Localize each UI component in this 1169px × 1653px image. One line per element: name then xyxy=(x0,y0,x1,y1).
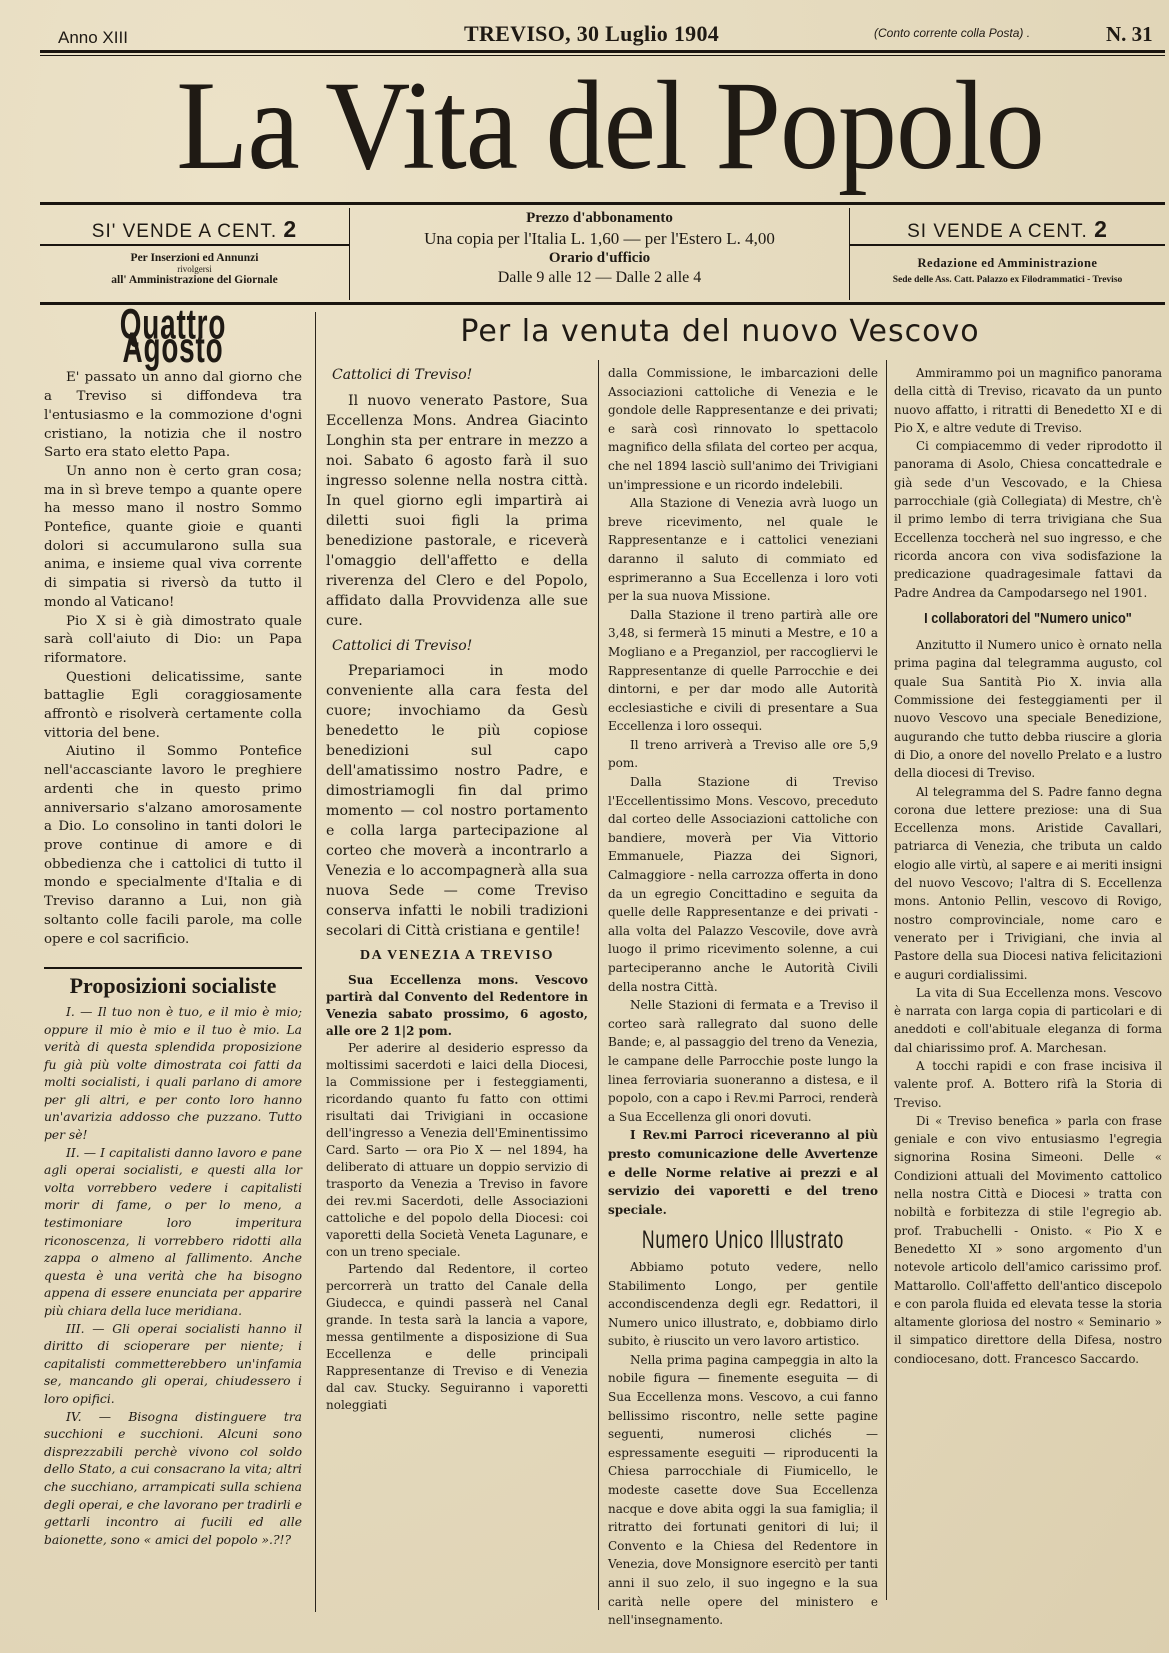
price-value: 2 xyxy=(283,216,298,242)
info-bar xyxy=(40,208,1165,300)
paragraph: Nella prima pagina campeggia in alto la nobile figura — finemente eseguita — di Sua Eccellenza mons. Vescovo, a cui fanno bellissimo riscontro, nelle sette pagine seguenti, numerosi clichés — espressamente eseguiti — riproducenti la Chiesa parrocchiale di Fiumicello, le modeste casette dove Sua Eccellenza nacque e dove abita oggi la sua famiglia; il ritratto dei fortunati genitori di lui; il Convento e la Chiesa del Redentore in Venezia, dove Monsignore esercitò per tanti anni il suo zelo, il suo ingegno e la sua carità nelle opere del ministero e nell'insegnamento. xyxy=(608,1352,878,1628)
price-label: SI' VENDE A CENT. xyxy=(91,221,278,242)
paragraph: Un anno non è certo gran cosa; ma in sì breve tempo a quante opere ha messo mano il nostro Sommo Pontefice, quante gioie e quanti dolori si accumularono sulla sua anima, e insieme qual viva corrente di simpatia si riversò da tutto il mondo al Vaticano! xyxy=(44,463,302,610)
headline-proposizioni: Proposizioni socialiste xyxy=(69,973,277,999)
paragraph: Il treno arriverà a Treviso alle ore 5,9 pom. xyxy=(608,737,878,771)
paragraph: Il nuovo venerato Pastore, Sua Eccellenza Mons. Andrea Giacinto Longhin sta per entrare in mezzo a noi. Sabato 6 agosto farà il suo ingresso solenne nella nostra città. In quel giorno egli impartirà ai diletti suoi figli la prima benedizione pastorale, e riceverà l'omaggio dell'affetto e della riverenza del Clero e del Popolo, affidato dalla Provvidenza alle sue cure. xyxy=(326,392,588,629)
masthead-bottom-rule xyxy=(40,202,1165,205)
proposition: I. — Il tuo non è tuo, e il mio è mio; oppure il mio è mio e il tuo è mio. La verità di questa splendida proposizione fu già più volte dimostrata coi fatti da molti socialisti, i quali parlano di amore per gli altri, e per conto loro hanno un'avarizia addosso che puzzano. Tutto per sè! xyxy=(44,1004,302,1143)
office-hours: Dalle 9 alle 12 — Dalle 2 alle 4 xyxy=(497,269,702,286)
paragraph: Al telegramma del S. Padre fanno degna corona due lettere preziose: una di Sua Eccellenza mons. Aristide Cavallari, patriarca di Venezia, che tributa un caldo elogio alle virtù, al sapere e ai meriti insigni del nuovo Vescovo; l'altra di S. Eccellenza mons. Antonio Pellin, vescovo di Rovigo, nostro comprovinciale, nome caro e venerato per i Trivigiani, che invia al Pastore della sua Diocesi nativa felicitazioni e auguri cordialissimi. xyxy=(894,784,1162,982)
paragraph: Per aderire al desiderio espresso da moltissimi sacerdoti e laici della Diocesi, la Commissione per i festeggiamenti, ricordando quanto fu fatto con ottimi risultati dai Trivigiani in occasione dell'ingresso a Venezia dell'Eminentissimo Card. Sarto — ora Pio X — nel 1894, ha deliberato di attuare un doppio servizio di trasporto da Venezia a Treviso in favore dei rev.mi Sacerdoti, delle Associazioni cattoliche e del popolo della Diocesi: coi vaporetti della Società Veneta Lagunare, e con un treno speciale. xyxy=(326,1041,588,1260)
column-3 xyxy=(608,364,878,1628)
editorial-office: Redazione ed Amministrazione xyxy=(917,256,1098,270)
paragraph: Partendo dal Redentore, il corteo percorrerà un tratto del Canale della Giudecca, e quindi passerà nel Canal grande. In testa sarà la lancia a vapore, messa gentilmente a disposizione di Sua Eccellenza e delle principali Rappresentanze di Treviso e di Venezia dal cav. Stucky. Seguiranno i vaporetti noleggiati xyxy=(326,1262,588,1413)
subscription-heading: Prezzo d'abbonamento xyxy=(526,210,673,226)
issue-number: N. 31 xyxy=(1106,22,1153,46)
paragraph: Anzitutto il Numero unico è ornato nella prima pagina dal telegramma augusto, col quale Sua Santità Pio X. invia alla Commissione dei festeggiamenti per il nuovo Vescovo una speciale Benedizione, augurando che tutto debba riuscire a gloria di Dio, a onore del novello Prelato e a lustro della diocesi di Treviso. xyxy=(894,638,1162,781)
dateline: TREVISO, 30 Luglio 1904 xyxy=(464,21,720,46)
headline-numero-unico: Numero Unico Illustrato xyxy=(641,1225,845,1255)
paragraph: Prepariamoci in modo conveniente alla cara festa del cuore; invochiamo da Gesù benedetto le più copiose benedizioni sul capo dell'amatissimo nostro Padre, e dimostriamogli fin dal primo momento — col nostro portamento e colla larga partecipazione al corteo che moverà a incontrarlo a Venezia e lo accompagnerà alla sua nuova Sede — come Treviso conserva infatti le nobili tradizioni secolari di Città cristiana e gentile! xyxy=(326,663,588,940)
office-hours-heading: Orario d'ufficio xyxy=(548,250,651,266)
editorial-address: Sede delle Ass. Catt. Palazzo ex Filodrammatici - Treviso xyxy=(892,275,1123,285)
paragraph: La vita di Sua Eccellenza mons. Vescovo è narrata con larga copia di particolari e di aneddoti e coll'abituale eleganza di forma dal chiarissimo prof. A. Marchesan. xyxy=(894,985,1162,1055)
paragraph: Dalla Stazione di Treviso l'Eccellentissimo Mons. Vescovo, preceduto dal corteo delle Associazioni cattoliche con bandiere, moverà per Via Vittorio Emmanuele, Piazza dei Signori, Calmaggiore - nella carrozza offerta in dono da un egregio Concittadino e seguita da quelle delle Rappresentanze e dei privati - alla volta del Palazzo Vescovile, dove avrà luogo il primo ricevimento solenne, a cui parteciperanno anche le Autorità Civili della nostra Città. xyxy=(608,775,878,994)
paragraph: Alla Stazione di Venezia avrà luogo un breve ricevimento, nel quale le Rappresentanze e i cattolici veneziani daranno il saluto di commiato ed esprimeranno a Sua Eccellenza i loro voti per la sua nuova Missione. xyxy=(608,496,878,604)
price-label: SI VENDE A CENT. xyxy=(907,221,1088,242)
paragraph: Di « Treviso benefica » parla con frase geniale e con vivo entusiasmo l'egregia signorina Rosina Simeoni. Delle « Condizioni attuali del Movimento cattolico nella nostra Città e Diocesi » tratta con nobiltà e forbitezza di stile l'egregio ab. prof. Trabuchelli - Onisto. « Pio X e Benedetto XI » sono argomento d'un notevole articolo dell'amico carissimo prof. Mattarollo. Coll'affetto dell'antico discepolo e con parola fluida ed elevata tesse la storia altamente gloriosa del nostro « Seminario » il simpatico direttore della Difesa, nostro condiocesano, dott. Francesco Saccardo. xyxy=(894,1113,1162,1366)
column-4 xyxy=(894,364,1162,1368)
column-1 xyxy=(44,300,302,1549)
column-divider xyxy=(598,360,599,1610)
paragraph: Pio X si è già dimostrato quale sarà coll'aiuto di Dio: un Papa riformatore. xyxy=(44,613,302,666)
ads-line-1: Per Inserzioni ed Annunzi xyxy=(130,252,259,264)
ads-line-3: all' Amministrazione del Giornale xyxy=(111,274,278,286)
price-notice-right xyxy=(850,208,1165,246)
volume-year: Anno XIII xyxy=(58,28,128,47)
paragraph: Ammirammo poi un magnifico panorama della città di Treviso, ricavato da un punto nuovo affatto, i ritratti di Benedetto XI e di Pio X, e altre vedute di Treviso. xyxy=(894,366,1162,435)
salutation: Cattolici di Treviso! xyxy=(332,367,473,383)
headline-quattro-agosto: Quattro Agosto xyxy=(119,300,227,372)
column-divider xyxy=(886,360,887,1600)
proposition: II. — I capitalisti danno lavoro e pane agli operai socialisti, e questi alla lor volta vorrebbero vedere i capitalisti morir di fame, o per lo meno, a testimoniare loro imperitura riconoscenza, li vorrebbero ridotti alla zappa o almeno al fallimento. Anche questa è una verità che ha bisogno appena di essere enunciata per apparire più chiara della luce meridiana. xyxy=(44,1145,302,1318)
paragraph: I Rev.mi Parroci riceveranno al più presto comunicazione delle Avvertenze e delle Norme relative ai prezzi e al servizio dei vaporetti e del treno speciale. xyxy=(608,1128,878,1217)
salutation: Cattolici di Treviso! xyxy=(332,637,473,654)
proposition: III. — Gli operai socialisti hanno il diritto di scioperare per niente; i capitalisti commetterebbero un'infamia se, mancando gli operai, chiudessero i loro opifici. xyxy=(44,1321,302,1406)
paragraph: dalla Commissione, le imbarcazioni delle Associazioni cattoliche di Venezia e le gondole delle Rappresentanze e dei privati; e sarà così rinnovato lo spettacolo magnifico della sfilata del corteo per acqua, che nel 1894 lasciò sull'animo dei Trivigiani un'impressione e un ricordo indelebili. xyxy=(608,366,878,492)
paragraph: Questioni delicatissime, sante battaglie Egli coraggiosamente affrontò e risolverà certamente colla vittoria del bene. xyxy=(44,669,302,741)
paragraph: Nelle Stazioni di fermata e a Treviso il corteo sarà rallegrato dal suono delle Bande; e, al passaggio del treno da Venezia, le campane delle Parrocchie poste lungo la linea ferroviaria suoneranno a distesa, e il popolo, con a capo i Rev.mi Parroci, renderà a Sua Eccellenza gli onori dovuti. xyxy=(608,998,878,1124)
masthead-top-rule xyxy=(40,50,1165,53)
article-separator xyxy=(44,967,302,969)
paragraph: Ci compiacemmo di veder riprodotto il panorama di Asolo, Chiesa concattedrale e già sede d'un Vescovado, e la Chiesa parrocchiale (già Collegiata) di Mestre, ch'è il primo lembo di terra trivigiana che Sua Eccellenza toccherà nel suo ingresso, e che ricorda ancora con viva sodisfazione la predicazione quadragesimale fattavi da Padre Andrea da Campodarsego nel 1901. xyxy=(894,439,1162,600)
subscription-prices: Una copia per l'Italia L. 1,60 — per l'Estero L. 4,00 xyxy=(424,229,775,248)
headline-collaboratori: I collaboratori del "Numero unico" xyxy=(924,609,1132,627)
info-box-right xyxy=(850,208,1165,300)
price-notice-left xyxy=(40,208,349,246)
paragraph: Dalla Stazione il treno partirà alle ore 3,48, si fermerà 15 minuti a Mestre, e 10 a Mogliano e a Preganziol, per raccogliervi le Rappresentanze di quelle Parrocchie e dei dintorni, e per dar modo alle Autorità ecclesiastiche e civili di presentare a Sua Eccellenza i loro ossequi. xyxy=(608,607,878,734)
paragraph: Sua Eccellenza mons. Vescovo partirà dal Convento del Redentore in Venezia sabato prossimo, 6 agosto, alle ore 2 1|2 pom. xyxy=(326,973,588,1039)
headline-vescovo: Per la venuta del nuovo Vescovo xyxy=(460,314,980,349)
info-box-middle xyxy=(350,208,850,300)
price-value: 2 xyxy=(1094,216,1108,242)
column-divider xyxy=(315,312,316,1612)
top-info-line xyxy=(26,20,1161,46)
paragraph: Abbiamo potuto vedere, nello Stabilimento Longo, per gentile accondiscendenza degli egr. Redattori, il Numero unico illustrato, e, dobbiamo dirlo subito, è riuscito un vero lavoro artistico. xyxy=(608,1259,878,1349)
newspaper-title: La Vita del Popolo xyxy=(176,54,1044,196)
column-2 xyxy=(326,364,588,1414)
ads-line-2: rivolgersi xyxy=(177,264,212,274)
paragraph: A tocchi rapidi e con frase incisiva il valente prof. A. Bottero rifà la Storia di Treviso. xyxy=(894,1058,1162,1110)
paragraph: Aiutino il Sommo Pontefice nell'accasciante lavoro le preghiere ardenti che in questo primo anniversario s'alzano amorosamente a Dio. Lo consolino in tanti dolori le prove continue di amore e di obbedienza che i cattolici di tutto il mondo e specialmente d'Italia e di Treviso daranno a Lui, non già soltanto colle facili parole, ma colle opere e col sacrificio. xyxy=(44,744,302,947)
subheadline-venezia-treviso: DA VENEZIA A TREVISO xyxy=(359,948,555,964)
postal-account-note: (Conto corrente colla Posta) . xyxy=(874,26,1031,40)
paragraph: E' passato un anno dal giorno che a Treviso si diffondeva tra l'entusiasmo e la commozione d'ogni cristiano, la notizia che il nostro Sarto era stato eletto Papa. xyxy=(44,370,302,461)
info-box-left xyxy=(40,208,350,300)
proposition: IV. — Bisogna distinguere tra succhioni e succhioni. Alcuni sono disprezzabili perchè vivono col soldo dello Stato, a cui consacrano la vita; altri che succhiano, arrampicati sulla schiena degli operai, e che lavorano per tradirli e gettarli incontro ai fucili ed alle baionette, sono « amici del popolo ».?!? xyxy=(44,1409,302,1547)
